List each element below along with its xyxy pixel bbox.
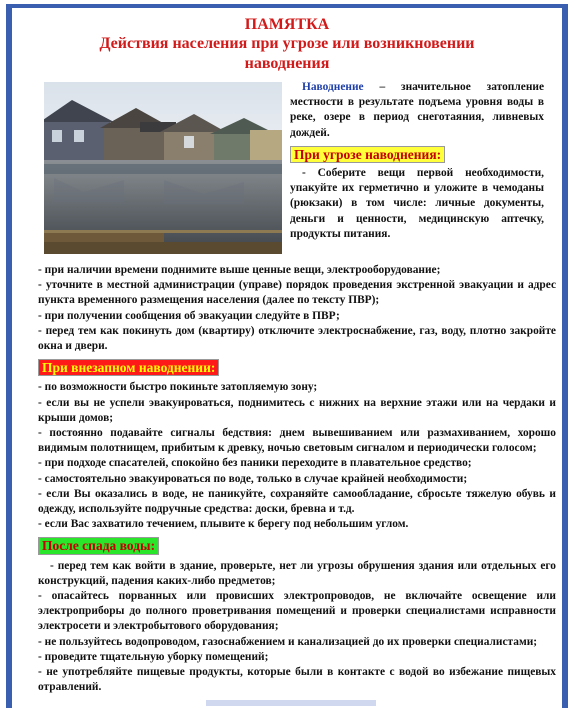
flood-photo	[44, 82, 282, 254]
threat-list	[38, 263, 556, 695]
definition-term: Наводнение	[302, 81, 364, 93]
list-item: - уточните в местной администрации (управе) порядок проведения экстренной эвакуации и адрес пункта временного размещения населения (далее по тексту ПВР);	[38, 279, 556, 307]
list-item: - проведите тщательную уборку помещений;	[38, 650, 269, 663]
threat-right-item: - Соберите вещи первой необходимости, упакуйте их герметично и уложите в чемоданы (рюкзаки) в том числе: личные документы, деньги и ценности, медицинскую аптечку, продукты питания.	[290, 167, 544, 240]
list-item: - не пользуйтесь водопроводом, газоснабжением и канализацией до их проверки специалистами;	[38, 635, 538, 648]
list-item: - перед тем как покинуть дом (квартиру) отключите электроснабжение, газ, воду, плотно закройте окна и двери.	[38, 324, 556, 353]
memo-title: ПАМЯТКА	[244, 16, 330, 33]
list-item: - не употребляйте пищевые продукты, которые были в контакте с водой во избежание пищевых отравлений.	[38, 666, 556, 694]
right-text-column	[290, 80, 544, 242]
after-heading: После спада воды:	[38, 537, 159, 554]
list-item: - если Вас захватило течением, плывите к берегу под небольшим углом.	[38, 518, 409, 531]
list-item: - при наличии времени поднимите выше ценные вещи, электрооборудование;	[38, 264, 441, 276]
list-item: - опасайтесь порванных или провисших электропроводов, не включайте освещение или электроприборы до полного проветривания помещений и проверки специалистами исправности электросети и электробытового оборудования;	[38, 590, 556, 633]
memo-subtitle-line1: Действия населения при угрозе или возникновении	[99, 35, 475, 52]
definition-text: – значительное затопление местности в результате подъема уровня воды в реке, озере в период снеготаяния, ливневых дождей.	[290, 81, 544, 139]
sudden-heading: При внезапном наводнении:	[38, 359, 219, 376]
list-item: - если вы не успели эвакуироваться, поднимитесь с нижних на верхние этажи или на чердаки и крыши домов;	[38, 396, 556, 424]
memo-subtitle-line2: наводнения	[244, 55, 330, 72]
list-item: - постоянно подавайте сигналы бедствия: днем вывешиванием или размахиванием, хорошо видимым полотнищем, прибитым к древку, ночью световым сигналом и периодически голосом;	[38, 427, 556, 455]
bottom-decoration	[206, 700, 376, 706]
threat-heading: При угрозе наводнения:	[290, 146, 445, 163]
flood-definition	[290, 80, 544, 141]
memo-page	[14, 8, 560, 695]
list-item: - самостоятельно эвакуироваться по воде, только в случае крайней необходимости;	[38, 472, 468, 485]
list-item: - если Вы оказались в воде, не паникуйте, сохраняйте самообладание, сбросьте тяжелую обувь и одежду, используйте подручные средства: доски, бревна и т.д.	[38, 487, 556, 516]
list-item: - при подходе спасателей, спокойно без паники переходите в плавательное средство;	[38, 457, 472, 470]
top-section	[14, 78, 560, 263]
list-item: - перед тем как войти в здание, проверьте, нет ли угрозы обрушения здания или отдельных его конструкций, падения каких-либо предметов;	[38, 559, 556, 587]
list-item: - при получении сообщения об эвакуации следуйте в ПВР;	[38, 309, 340, 322]
list-item: - по возможности быстро покиньте затопляемую зону;	[38, 381, 318, 394]
